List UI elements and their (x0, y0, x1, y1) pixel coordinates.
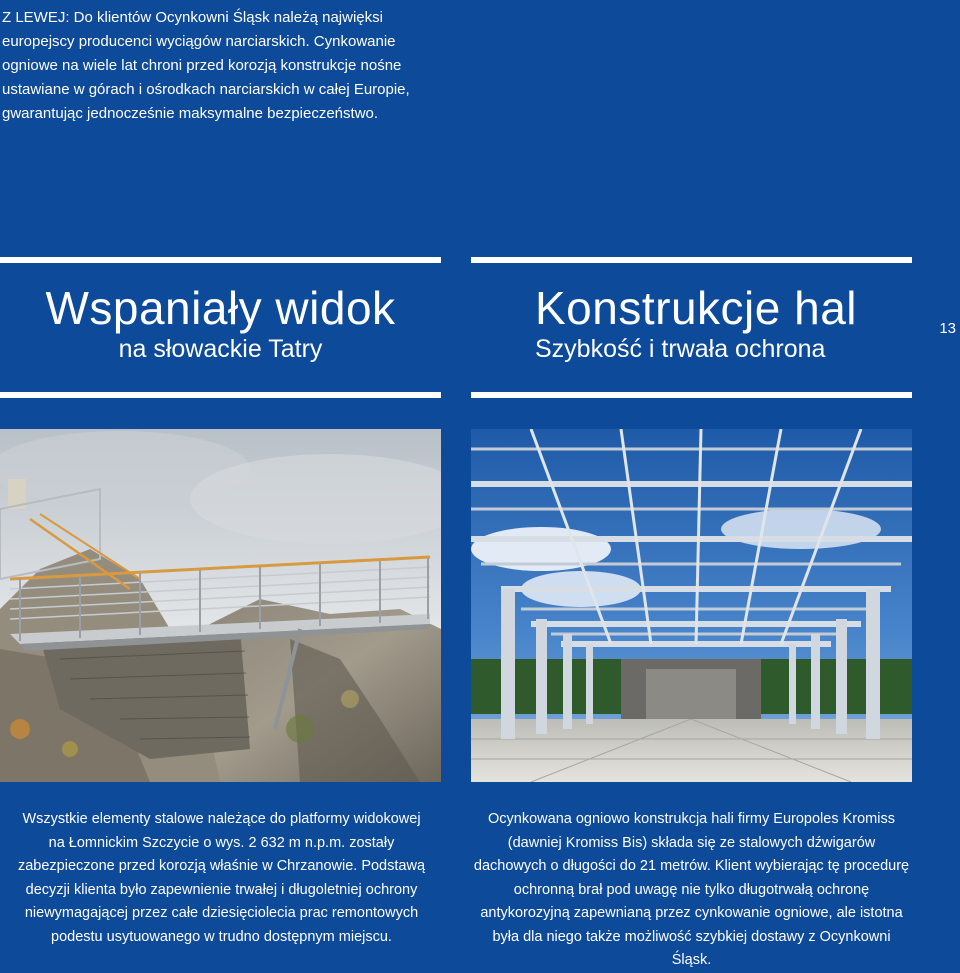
right-subtitle: Szybkość i trwała ochrona (535, 335, 826, 363)
top-caption: Z LEWEJ: Do klientów Ocynkowni Śląsk należą najwięksi europejscy producenci wyciągów narciarskich. Cynkowanie ogniowe na wiele lat chroni przed korozją konstrukcje nośne ustawiane w górach i ośrodkach narciarskich w całej Europie, gwarantując jednocześnie maksymalne bezpieczeństwo. (2, 9, 410, 122)
left-top-rule (0, 257, 441, 263)
viewing-platform-photo (0, 429, 441, 782)
right-caption: Ocynkowana ogniowo konstrukcja hali firmy Europoles Kromiss (dawniej Kromiss Bis) składa się ze stalowych dźwigarów dachowych o długości do 21 metrów. Klient wybierając tę procedurę ochronną brał pod uwagę nie tylko długotrwałą ochronę antykorozyjną zapewnianą przez cynkowanie ogniowe, ale istotna była dla niego także możliwość szybkiej dostawy z Ocynkowni Śląsk. (473, 811, 910, 968)
right-bottom-rule (471, 392, 912, 398)
steel-hall-photo (471, 429, 912, 782)
right-title-block (471, 282, 912, 364)
left-caption: Wszystkie elementy stalowe należące do platformy widokowej na Łomnickim Szczycie o wys. 2 632 m n.p.m. zostały zabezpieczone przed korozją właśnie w Chrzanowie. Podstawą decyzji klienta było zapewnienie trwałej i długoletniej ochrony niewymagającej przez całe dziesięciolecia prac remontowych podestu usytuowanego w trudno dostępnym miejscu. (17, 811, 426, 945)
page-number: 13 (939, 320, 956, 337)
right-top-rule (471, 257, 912, 263)
left-subtitle: na słowackie Tatry (118, 335, 323, 363)
left-bottom-rule (0, 392, 441, 398)
right-title: Konstrukcje hal (535, 282, 857, 334)
left-title-block (0, 282, 441, 364)
left-title: Wspaniały widok (45, 282, 396, 334)
